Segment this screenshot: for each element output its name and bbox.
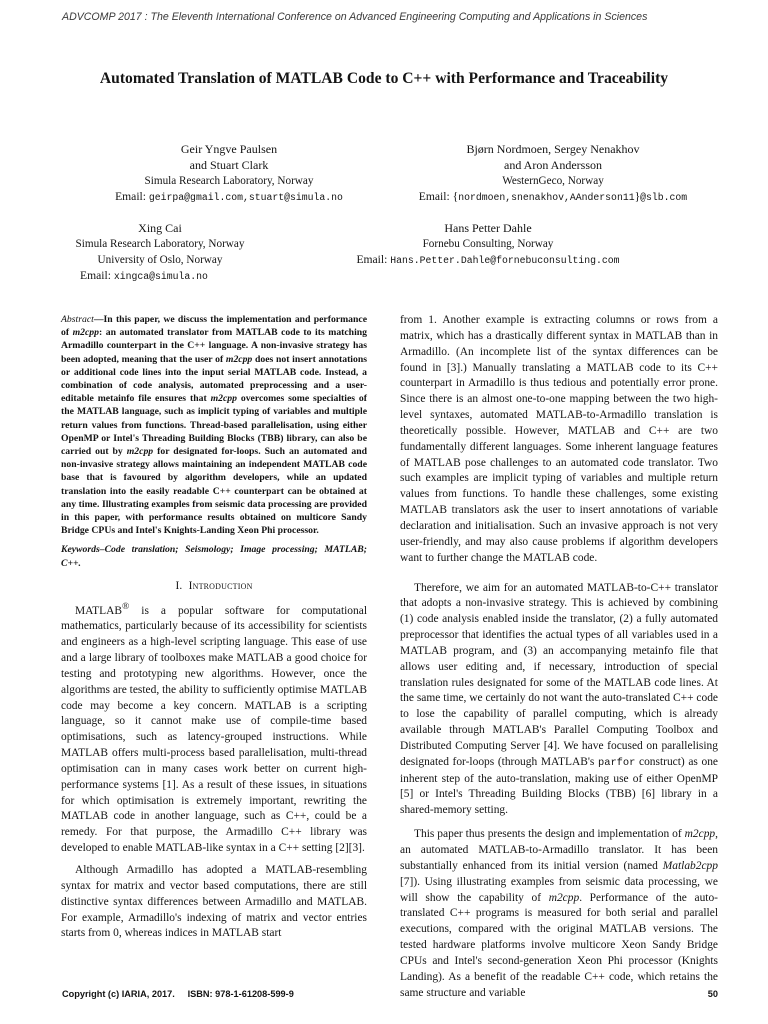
author-affiliation: University of Oslo, Norway: [97, 254, 223, 266]
author-block-4: [318, 220, 658, 269]
author-name: Bjørn Nordmoen, Sergey Nenakhov: [466, 142, 640, 156]
author-affiliation: Fornebu Consulting, Norway: [422, 238, 554, 250]
footer-copyright: Copyright (c) IARIA, 2017. ISBN: 978-1-61208-599-9: [62, 989, 294, 999]
keywords: Keywords–Code translation; Seismology; Image processing; MATLAB; C++.: [61, 544, 367, 569]
author-affiliation: Simula Research Laboratory, Norway: [144, 175, 314, 187]
page-number: 50: [707, 989, 718, 999]
author-email: Email: Hans.Petter.Dahle@fornebuconsulting.com: [356, 253, 620, 266]
author-name: and Stuart Clark: [189, 158, 269, 172]
author-block-2: [378, 141, 728, 206]
author-email: Email: {nordmoen,snenakhov,AAnderson11}@slb.com: [418, 190, 688, 203]
intro-paragraph: This paper thus presents the design and implementation of m2cpp, an automated MATLAB-to-Armadillo translator. It has been substantially enhanced from its initial version (named Matlab2cpp [7]). Using illustrating examples from seismic data processing, we will show the capability of m2cpp. Performance of the auto-translated C++ programs is measured for both serial and parallel executions, compared with the original MATLAB versions. The tested hardware platforms involve multicore Xeon Sandy Bridge CPUs and Intel's second-generation Xeon Phi processor (Knights Landing). As a benefit of the readable C++ code, which retains the same structure and variable: [400, 828, 718, 999]
author-email: Email: geirpa@gmail.com,stuart@simula.no: [115, 190, 343, 203]
section-heading: I. Introduction: [175, 579, 253, 592]
author-affiliation: Simula Research Laboratory, Norway: [75, 238, 245, 250]
author-affiliation: WesternGeco, Norway: [502, 175, 604, 187]
right-column: [400, 313, 718, 1001]
author-name: Geir Yngve Paulsen: [180, 142, 278, 156]
author-name: Hans Petter Dahle: [444, 221, 532, 235]
intro-paragraph: MATLAB® is a popular software for computational mathematics, particularly because of its accessibility for scientists and engineers as a high-level scripting language. This ease of use and a large library of toolboxes make MATLAB a good choice for testing and prototyping new algorithms. However, once the algorithms are tested, the ability to sufficiently optimise MATLAB code may become a key concern. MATLAB is a scripting language, so it cannot make use of compile-time based optimisations, such as latency-grouped instructions. While MATLAB offers multi-process based parallelisation, multi-thread optimisation can in many cases work better on current high-performance systems [1]. As a result of these issues, in situations for which optimisation is extremely important, rewriting the MATLAB code in another language, such as C++, could be a remedy. For that purpose, the Armadillo C++ library was developed to enable MATLAB-like syntax in a C++ setting [2][3].: [61, 600, 367, 855]
left-column: [61, 313, 367, 942]
author-email: Email: xingca@simula.no: [80, 269, 208, 282]
running-head: ADVCOMP 2017 : The Eleventh International Conference on Advanced Engineering Computing and Applications in Sciences: [62, 11, 648, 23]
author-name: Xing Cai: [138, 221, 182, 235]
intro-paragraph: from 1. Another example is extracting columns or rows from a matrix, which has a drastically different syntax in MATLAB than in Armadillo. (An incomplete list of the syntax differences can be found in [3].) Manually translating a MATLAB code to its C++ counterpart in Armadillo is thus tedious and potentially error prone. Since there is an almost one-to-one mapping between the two high-level syntaxes, automated MATLAB-to-Armadillo translation is theoretically possible. However, MATLAB and C++ are two fundamentally different languages. Some inherent language features of MATLAB pose challenges to an automated code translator. Two such examples are implicit typing of variables and multiple return values from functions. To handle these challenges, some existing MATLAB translators ask the user to insert annotations of variable declaration and initialisation. Such an invasive approach is not very user-friendly, and may also cause problems if algorithm developers want to further change the MATLAB code.: [400, 314, 718, 564]
intro-paragraph: Although Armadillo has adopted a MATLAB-resembling syntax for matrix and vector based computations, there are still distinctive syntax differences between Armadillo and MATLAB. For example, Armadillo's indexing of matrix and vector entries starts from 0, whereas indices in MATLAB start: [61, 864, 367, 940]
author-block-1: [78, 141, 380, 206]
paper-title: Automated Translation of MATLAB Code to C++ with Performance and Traceability: [99, 70, 669, 87]
author-block-3: [60, 220, 260, 285]
intro-paragraph: Therefore, we aim for an automated MATLAB-to-C++ translator that adopts a non-invasive strategy. This is achieved by combining (1) code analysis enabled inside the translator, (2) a fully automated preprocessor that identifies the actual types of all variables used in a MATLAB program, and (3) an accompanying metainfo file that allows user editing and, if necessary, introduction of special translation rules designated for some of the MATLAB code lines. At the same time, we certainly do not want the auto-translated C++ code to lose the capability of parallel computing, which is already available through MATLAB's Parallel Computing Toolbox and Distributed Computing Server [4]. We have focused on parallelising designated for-loops (through MATLAB's parfor construct) as one inherent step of the auto-translation, making use of either OpenMP [5] or Intel's Threading Building Blocks (TBB) [6] library in a shared-memory setting.: [400, 581, 718, 817]
author-name: and Aron Andersson: [504, 158, 602, 172]
abstract: Abstract—In this paper, we discuss the implementation and performance of m2cpp: an automated translator from MATLAB code to its matching Armadillo counterpart in the C++ language. A non-invasive strategy has been adopted, meaning that the user of m2cpp does not insert annotations or additional code lines into the input serial MATLAB code. Instead, a combination of code analysis, automated preprocessing and a user-editable metainfo file ensures that m2cpp overcomes some specialties of the MATLAB language, such as implicit typing of variables and multiple return values from functions. Thread-based parallelisation, using either OpenMP or Intel's Threading Building Blocks (TBB) library, can also be carried out by m2cpp for designated for-loops. Such an automated and non-invasive strategy allows maintaining an independent MATLAB code base that is favoured by algorithm developers, while an updated translation into the easily readable C++ counterpart can be obtained at any time. Illustrating examples from seismic data processing are provided in this paper, with performance results obtained on multicore Sandy Bridge CPUs and Intel's Knights-Landing Xeon Phi processor.: [61, 314, 367, 537]
